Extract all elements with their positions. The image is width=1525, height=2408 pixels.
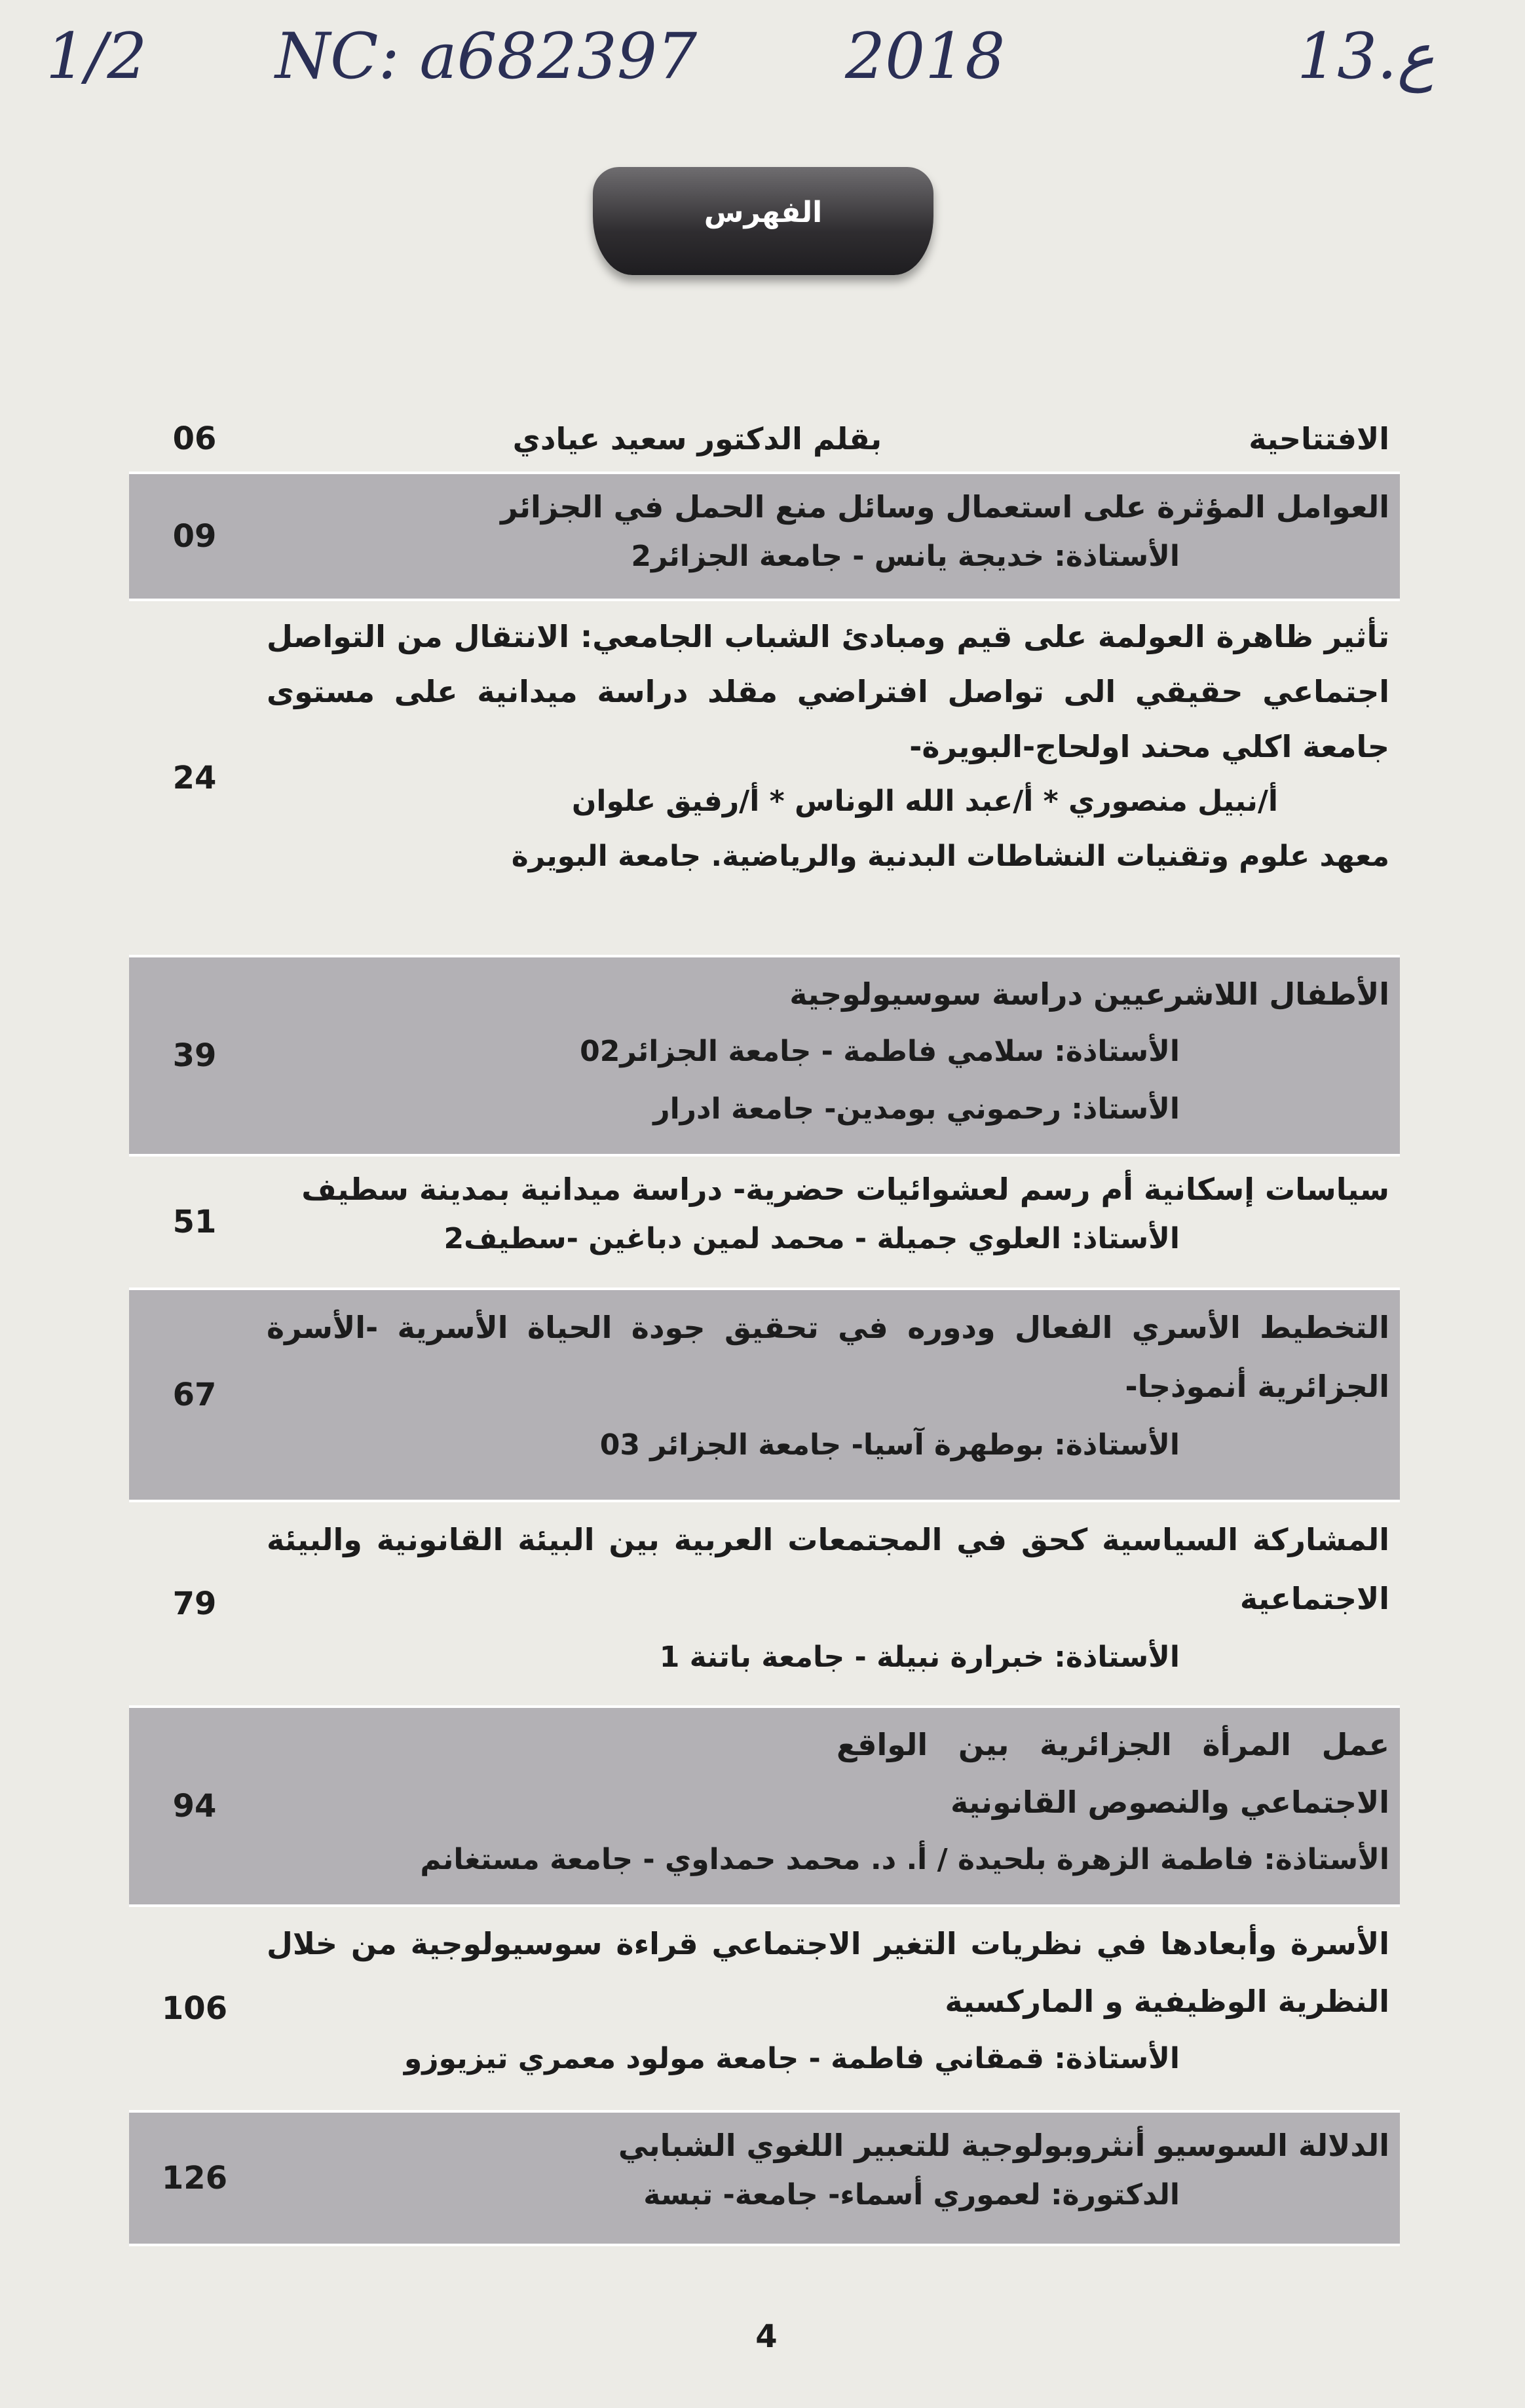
entry-author: الأستاذ: رحموني بومدين- جامعة ادرار — [653, 1092, 1180, 1126]
handwritten-code: 13.ع — [1297, 20, 1435, 93]
toc-entry[interactable] — [129, 474, 1400, 601]
entry-title: تأثير ظاهرة العولمة على قيم ومبادئ الشباب الجامعي: الانتقال من التواصل اجتماعي حقيقي الى تواصل افتراضي مقلد دراسة ميدانية على مستوى جامعة اكلي محند اولحاج-البويرة- — [267, 619, 1389, 764]
page-ref: 51 — [172, 1204, 217, 1240]
page-number: 4 — [755, 2318, 778, 2355]
entry-author: الأستاذ: العلوي جميلة - محمد لمين دباغين -سطيف2 — [443, 1222, 1180, 1255]
handwritten-fraction: 1/2 — [46, 20, 147, 93]
page-ref: 24 — [172, 760, 217, 796]
entry-title: المشاركة السياسية كحق في المجتمعات العربية بين البيئة القانونية والبيئة الاجتماعية — [267, 1522, 1389, 1616]
entry-title: عمل المرأة الجزائرية بين الواقع الاجتماعي والنصوص القانونية — [837, 1727, 1389, 1820]
toc-entry[interactable] — [129, 2113, 1400, 2246]
editorial-author: بقلم الدكتور سعيد عيادي — [512, 421, 882, 456]
entry-title: العوامل المؤثرة على استعمال وسائل منع الحمل في الجزائر — [500, 489, 1389, 525]
entry-author: الأستاذة: بوطهرة آسيا- جامعة الجزائر 03 — [599, 1428, 1180, 1462]
page-title: الفهرس — [593, 167, 933, 275]
entry-title: الأطفال اللاشرعيين دراسة سوسيولوجية — [789, 976, 1389, 1012]
toc-entry[interactable] — [129, 1907, 1400, 2113]
entry-title: التخطيط الأسري الفعال ودوره في تحقيق جودة الحياة الأسرية -الأسرة الجزائرية أنموذجا- — [267, 1310, 1389, 1404]
entry-author: أ/نبيل منصوري * أ/عبد الله الوناس * أ/رفيق علوان — [571, 785, 1278, 818]
page-ref: 67 — [172, 1377, 217, 1413]
toc-entry[interactable] — [129, 1157, 1400, 1290]
page-ref: 79 — [172, 1585, 217, 1622]
entry-author: الأستاذة: قمقاني فاطمة - جامعة مولود معمري تيزيوزو — [404, 2042, 1180, 2075]
page-ref: 09 — [172, 518, 217, 555]
page-ref: 106 — [161, 1990, 228, 2027]
entry-affiliation: معهد علوم وتقنيات النشاطات البدنية والرياضية. جامعة البويرة — [511, 840, 1389, 873]
toc-entry[interactable] — [129, 1502, 1400, 1708]
page-ref: 94 — [172, 1788, 217, 1825]
page-ref: 126 — [161, 2160, 228, 2196]
entry-author: الأستاذة: خبرارة نبيلة - جامعة باتنة 1 — [659, 1640, 1180, 1674]
handwritten-year: 2018 — [845, 20, 1006, 93]
entry-author: الأستاذة: فاطمة الزهرة بلحيدة / أ. د. محمد حمداوي - جامعة مستغانم — [420, 1843, 1389, 1876]
entry-author: الدكتورة: لعموري أسماء- جامعة- تبسة — [643, 2178, 1180, 2212]
page-ref: 06 — [172, 420, 217, 457]
entry-author: الأستاذة: خديجة يانس - جامعة الجزائر2 — [631, 540, 1180, 573]
editorial-label: الافتتاحية — [1249, 421, 1389, 456]
table-of-contents — [129, 406, 1400, 2246]
entry-title: الأسرة وأبعادها في نظريات التغير الاجتماعي قراءة سوسيولوجية من خلال النظرية الوظيفية و الماركسية — [267, 1926, 1389, 2019]
toc-entry[interactable] — [129, 1708, 1400, 1907]
page-ref: 39 — [172, 1037, 217, 1074]
toc-entry[interactable] — [129, 1290, 1400, 1502]
entry-title: سياسات إسكانية أم رسم لعشوائيات حضرية- دراسة ميدانية بمدينة سطيف — [301, 1172, 1389, 1207]
entry-title: الدلالة السوسيو أنثروبولوجية للتعبير اللغوي الشبابي — [618, 2128, 1389, 2163]
toc-entry-editorial[interactable] — [129, 406, 1400, 474]
handwritten-nc-number: NC: a682397 — [275, 20, 698, 93]
toc-entry[interactable] — [129, 601, 1400, 957]
toc-entry[interactable] — [129, 957, 1400, 1157]
entry-author: الأستاذة: سلامي فاطمة - جامعة الجزائر02 — [580, 1035, 1180, 1068]
